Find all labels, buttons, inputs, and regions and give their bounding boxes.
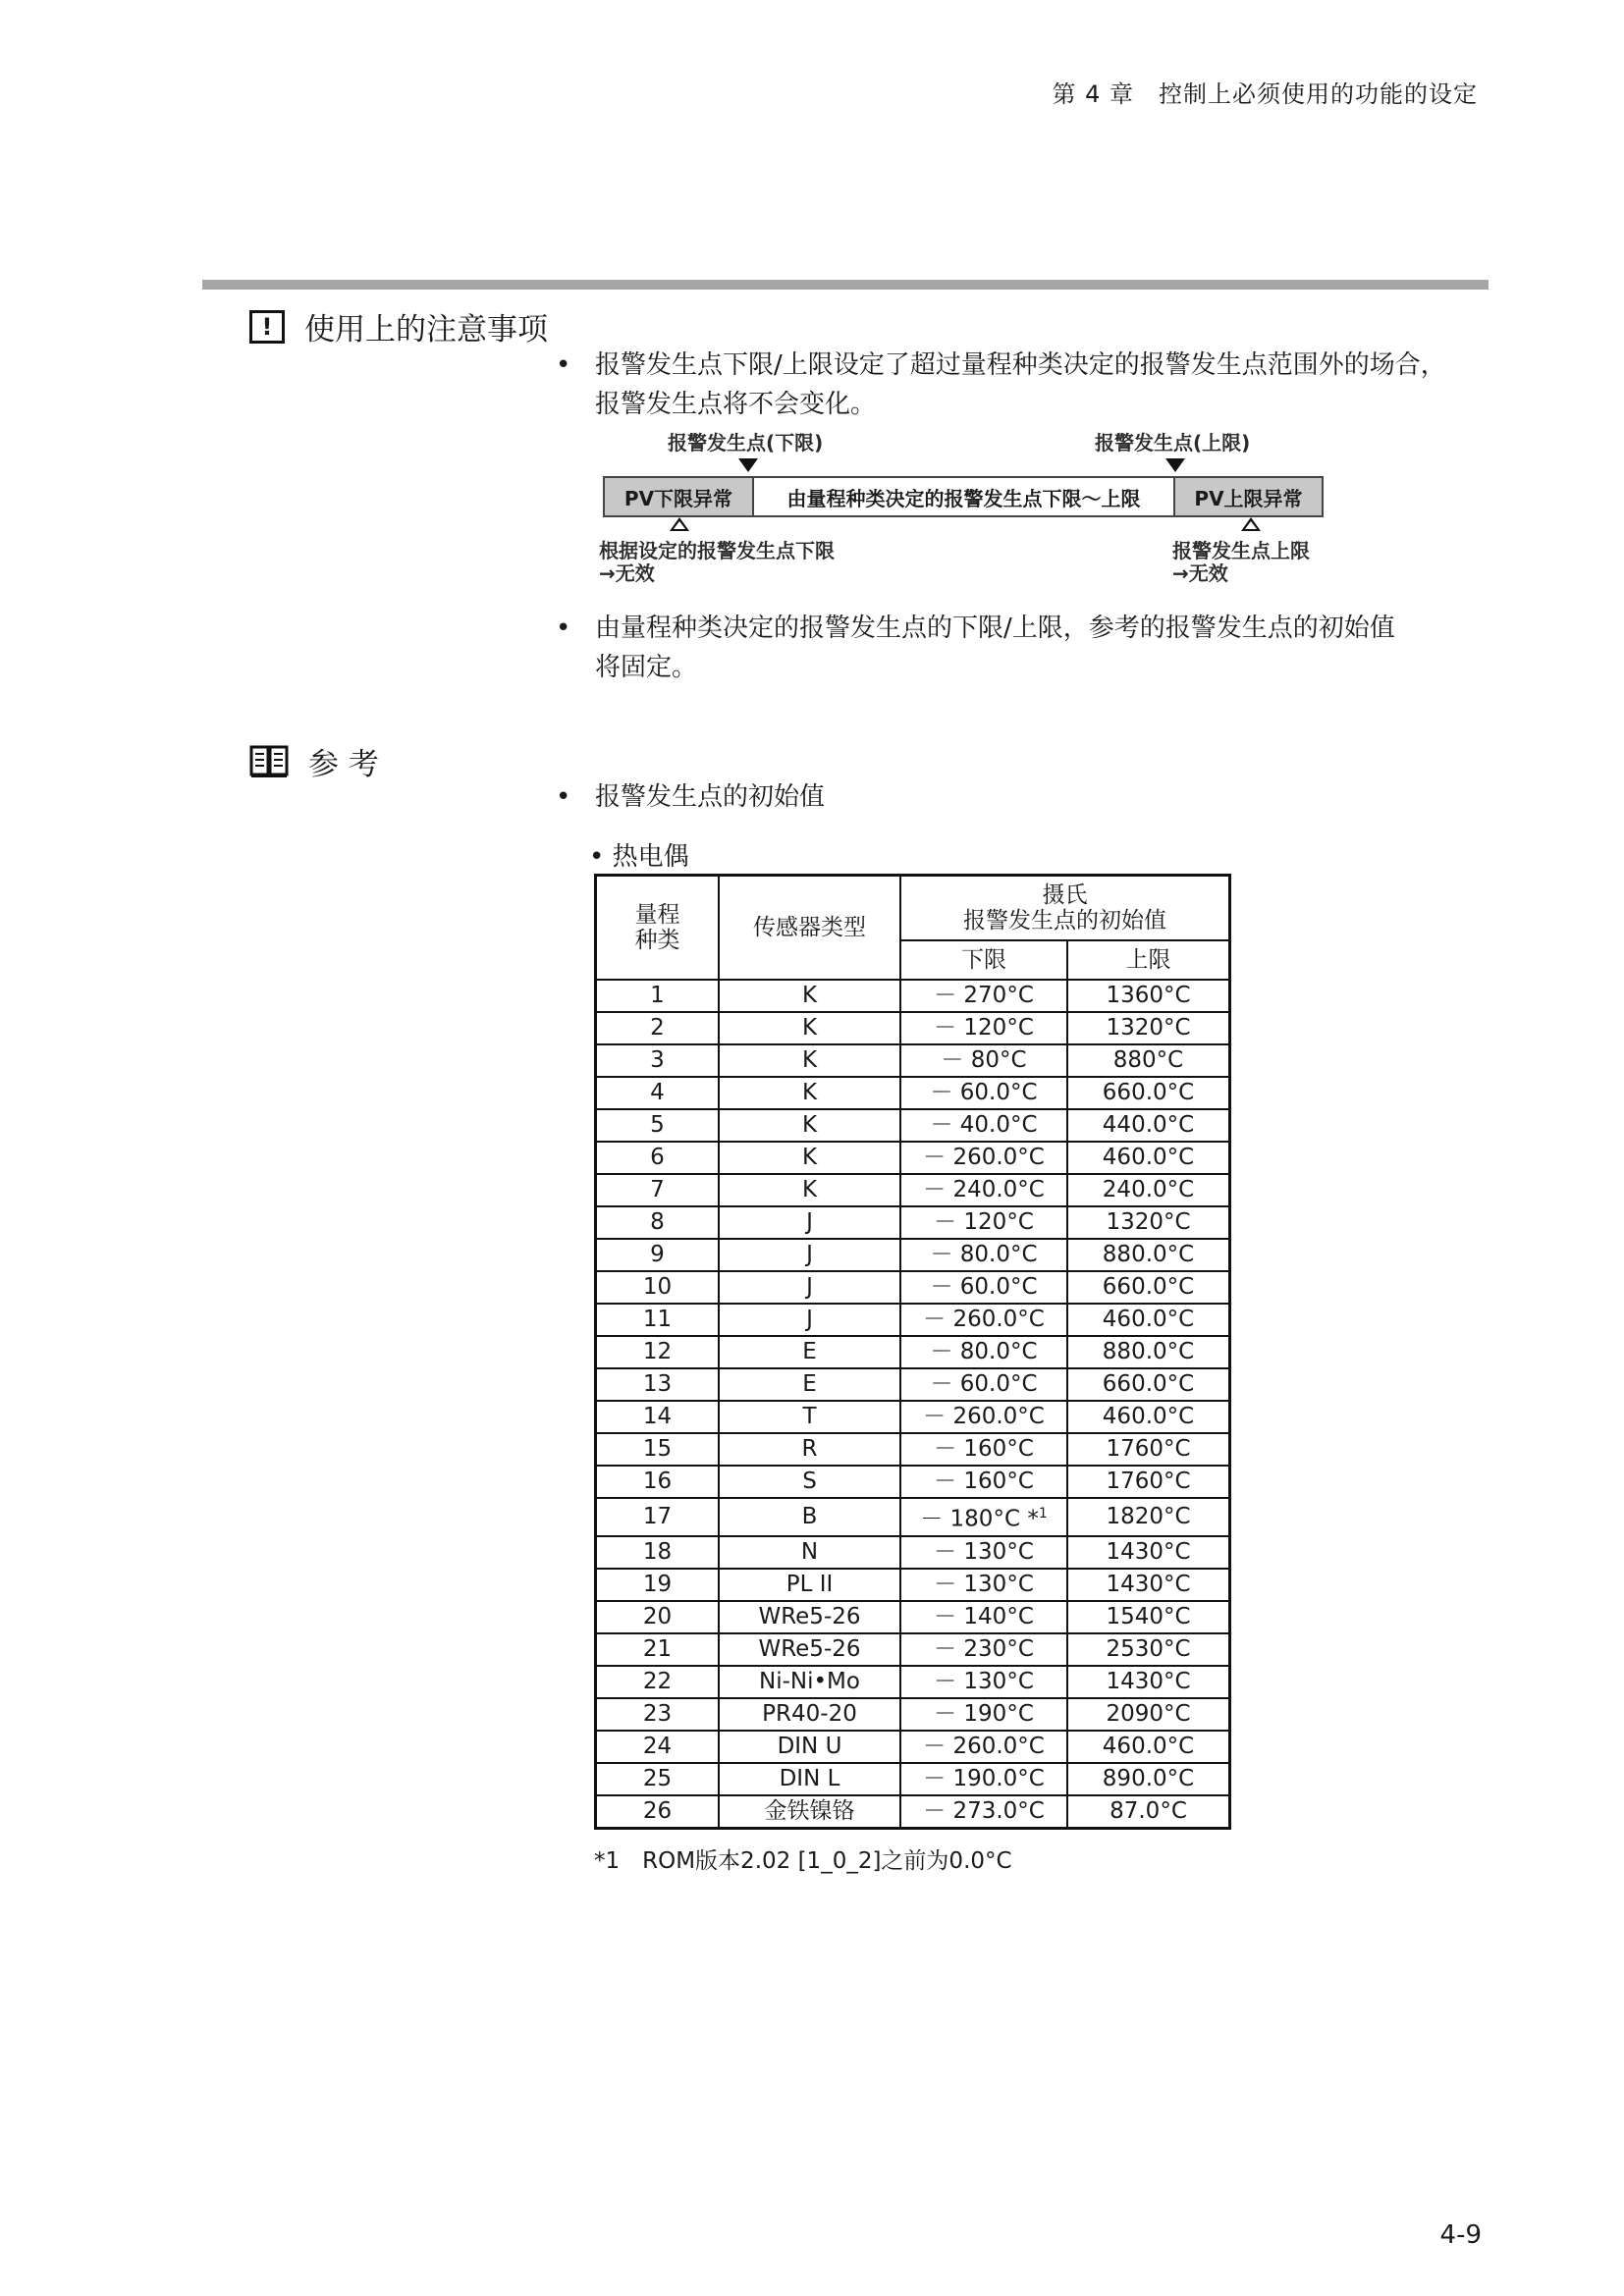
table-row [596, 1731, 1230, 1763]
cell-range-no: 9 [596, 1239, 720, 1271]
table-row [596, 1795, 1230, 1829]
cell-sensor: K [719, 1174, 900, 1206]
table-row [596, 1698, 1230, 1731]
table-row [596, 1763, 1230, 1795]
table-body [596, 980, 1230, 1828]
table-row [596, 1601, 1230, 1633]
caution-icon: ! [249, 310, 285, 344]
cell-range-no: 4 [596, 1077, 720, 1109]
cell-high: 660.0°C [1067, 1271, 1230, 1304]
thermocouple-label: • 热电偶 [589, 842, 689, 872]
book-icon [249, 744, 289, 779]
high-alarm-marker-icon [1165, 458, 1185, 472]
cell-low: － 240.0°C [900, 1174, 1067, 1206]
cell-high: 460.0°C [1067, 1304, 1230, 1336]
col-low: 下限 [900, 940, 1067, 980]
cell-range-no: 25 [596, 1763, 720, 1795]
caution-title: 使用上的注意事项 [304, 312, 548, 347]
reference-bullet [556, 777, 1489, 817]
cell-high: 240.0°C [1067, 1174, 1230, 1206]
cell-range-no: 15 [596, 1433, 720, 1466]
cell-low: － 80.0°C [900, 1239, 1067, 1271]
table-row [596, 1012, 1230, 1044]
cell-low: － 260.0°C [900, 1401, 1067, 1433]
bullet-dot: • [556, 782, 571, 812]
table-row [596, 1077, 1230, 1109]
caution-bullet-2 [556, 609, 1489, 687]
cell-sensor: R [719, 1433, 900, 1466]
footnote-ref: 1 [1038, 1506, 1048, 1522]
table-row [596, 1206, 1230, 1239]
col-sensor: 传感器类型 [719, 876, 900, 981]
low-alarm-label: 报警发生点(下限) [668, 431, 824, 454]
table-row [596, 1304, 1230, 1336]
section-divider [202, 280, 1489, 290]
cell-high: 1360°C [1067, 980, 1230, 1012]
table-row [596, 1536, 1230, 1569]
cell-range-no: 3 [596, 1044, 720, 1077]
cell-sensor: DIN L [719, 1763, 900, 1795]
table-row [596, 1666, 1230, 1698]
cell-range-no: 22 [596, 1666, 720, 1698]
table-row [596, 1466, 1230, 1498]
cell-range-no: 19 [596, 1569, 720, 1601]
cell-high: 87.0°C [1067, 1795, 1230, 1829]
cell-range-no: 2 [596, 1012, 720, 1044]
cell-range-no: 21 [596, 1633, 720, 1666]
cell-high: 2090°C [1067, 1698, 1230, 1731]
cell-range-no: 8 [596, 1206, 720, 1239]
table-row [596, 1271, 1230, 1304]
table-row [596, 1044, 1230, 1077]
table-row [596, 1498, 1230, 1536]
cell-low: － 130°C [900, 1666, 1067, 1698]
cell-low: － 80°C [900, 1044, 1067, 1077]
table-row [596, 1569, 1230, 1601]
cell-high: 1320°C [1067, 1012, 1230, 1044]
reference-bullet-text: 报警发生点的初始值 [595, 782, 826, 812]
cell-low: － 160°C [900, 1433, 1067, 1466]
caution-bullet-1-line-2: 报警发生点将不会变化。 [595, 390, 877, 419]
table-row [596, 1368, 1230, 1401]
cell-low: － 120°C [900, 1012, 1067, 1044]
bullet-dot: • [556, 614, 571, 643]
table-row [596, 980, 1230, 1012]
cell-sensor: K [719, 1109, 900, 1142]
cell-high: 1320°C [1067, 1206, 1230, 1239]
table-row [596, 1633, 1230, 1666]
alarm-range-box: 由量程种类决定的报警发生点下限～上限 [752, 476, 1175, 517]
cell-high: 1430°C [1067, 1666, 1230, 1698]
footnote: *1 ROM版本2.02 [1_0_2]之前为0.0°C [594, 1848, 1012, 1874]
cell-range-no: 23 [596, 1698, 720, 1731]
cell-sensor: WRe5-26 [719, 1601, 900, 1633]
cell-sensor: T [719, 1401, 900, 1433]
cell-sensor: PR40-20 [719, 1698, 900, 1731]
cell-low: － 140°C [900, 1601, 1067, 1633]
cell-high: 1540°C [1067, 1601, 1230, 1633]
cell-low: － 60.0°C [900, 1271, 1067, 1304]
cell-range-no: 14 [596, 1401, 720, 1433]
cell-sensor: S [719, 1466, 900, 1498]
cell-low: － 120°C [900, 1206, 1067, 1239]
cell-low: － 270°C [900, 980, 1067, 1012]
cell-sensor: K [719, 980, 900, 1012]
cell-low: － 230°C [900, 1633, 1067, 1666]
cell-range-no: 6 [596, 1142, 720, 1174]
cell-range-no: 10 [596, 1271, 720, 1304]
cell-range-no: 26 [596, 1795, 720, 1829]
col-high: 上限 [1067, 940, 1230, 980]
cell-low: － 260.0°C [900, 1304, 1067, 1336]
cell-range-no: 13 [596, 1368, 720, 1401]
cell-range-no: 5 [596, 1109, 720, 1142]
cell-sensor: K [719, 1012, 900, 1044]
left-note-1: 根据设定的报警发生点下限 [599, 539, 835, 562]
cell-sensor: PL II [719, 1569, 900, 1601]
cell-range-no: 16 [596, 1466, 720, 1498]
cell-range-no: 24 [596, 1731, 720, 1763]
right-note-2: →无效 [1172, 561, 1228, 585]
table-row [596, 1401, 1230, 1433]
high-setting-marker-icon [1241, 517, 1261, 531]
caution-bullet-1 [556, 346, 1489, 424]
left-note-2: →无效 [599, 561, 655, 585]
cell-high: 1760°C [1067, 1466, 1230, 1498]
cell-low: － 60.0°C [900, 1368, 1067, 1401]
low-setting-marker-icon [670, 517, 689, 531]
cell-range-no: 11 [596, 1304, 720, 1336]
cell-low: － 273.0°C [900, 1795, 1067, 1829]
cell-low: － 40.0°C [900, 1109, 1067, 1142]
cell-sensor: J [719, 1239, 900, 1271]
page-number: 4-9 [1439, 2220, 1482, 2250]
cell-sensor: DIN U [719, 1731, 900, 1763]
cell-high: 460.0°C [1067, 1401, 1230, 1433]
cell-range-no: 1 [596, 980, 720, 1012]
thermocouple-table [594, 874, 1231, 1830]
cell-sensor: WRe5-26 [719, 1633, 900, 1666]
cell-low: － 80.0°C [900, 1336, 1067, 1368]
low-alarm-marker-icon [738, 458, 758, 472]
cell-sensor: K [719, 1142, 900, 1174]
cell-sensor: J [719, 1206, 900, 1239]
cell-high: 1820°C [1067, 1498, 1230, 1536]
reference-title: 参 考 [308, 747, 379, 782]
cell-high: 460.0°C [1067, 1731, 1230, 1763]
high-alarm-label: 报警发生点(上限) [1095, 431, 1251, 454]
cell-range-no: 17 [596, 1498, 720, 1536]
right-note-1: 报警发生点上限 [1172, 539, 1310, 562]
reference-heading [249, 739, 379, 783]
cell-high: 460.0°C [1067, 1142, 1230, 1174]
caution-heading [249, 304, 548, 348]
caution-bullet-2-line-2: 将固定。 [595, 653, 698, 682]
cell-sensor: K [719, 1044, 900, 1077]
cell-sensor: J [719, 1304, 900, 1336]
table-row [596, 1433, 1230, 1466]
cell-low: － 130°C [900, 1569, 1067, 1601]
cell-sensor: 金铁镍铬 [719, 1795, 900, 1829]
cell-range-no: 20 [596, 1601, 720, 1633]
cell-sensor: B [719, 1498, 900, 1536]
bullet-dot: • [556, 350, 571, 380]
cell-range-no: 12 [596, 1336, 720, 1368]
cell-range-no: 7 [596, 1174, 720, 1206]
alarm-range-diagram [589, 427, 1335, 584]
cell-high: 1430°C [1067, 1536, 1230, 1569]
cell-low: － 180°C *$^1$ [900, 1498, 1067, 1536]
cell-sensor: E [719, 1368, 900, 1401]
caution-bullet-1-line-1: 报警发生点下限/上限设定了超过量程种类决定的报警发生点范围外的场合， [595, 350, 1446, 380]
chapter-header: 第 4 章 控制上必须使用的功能的设定 [1052, 80, 1478, 108]
cell-sensor: K [719, 1077, 900, 1109]
cell-low: － 60.0°C [900, 1077, 1067, 1109]
cell-high: 890.0°C [1067, 1763, 1230, 1795]
cell-sensor: J [719, 1271, 900, 1304]
cell-sensor: Ni-Ni•Mo [719, 1666, 900, 1698]
table-row [596, 1239, 1230, 1271]
cell-range-no: 18 [596, 1536, 720, 1569]
cell-low: － 160°C [900, 1466, 1067, 1498]
cell-low: － 190°C [900, 1698, 1067, 1731]
col-celsius: 摄氏 报警发生点的初始值 [900, 876, 1230, 941]
cell-high: 880.0°C [1067, 1336, 1230, 1368]
table-row [596, 1174, 1230, 1206]
cell-high: 1430°C [1067, 1569, 1230, 1601]
cell-high: 660.0°C [1067, 1368, 1230, 1401]
cell-low: － 130°C [900, 1536, 1067, 1569]
table-row [596, 1336, 1230, 1368]
caution-bullet-2-line-1: 由量程种类决定的报警发生点的下限/上限，参考的报警发生点的初始值 [595, 614, 1395, 643]
col-range: 量程 种类 [596, 876, 720, 981]
cell-sensor: E [719, 1336, 900, 1368]
cell-low: － 260.0°C [900, 1731, 1067, 1763]
cell-sensor: N [719, 1536, 900, 1569]
cell-low: － 260.0°C [900, 1142, 1067, 1174]
table-row [596, 1142, 1230, 1174]
cell-high: 880°C [1067, 1044, 1230, 1077]
cell-low: － 190.0°C [900, 1763, 1067, 1795]
cell-high: 440.0°C [1067, 1109, 1230, 1142]
cell-high: 880.0°C [1067, 1239, 1230, 1271]
cell-high: 660.0°C [1067, 1077, 1230, 1109]
pv-high-error-box: PV上限异常 [1173, 476, 1324, 517]
table-row [596, 1109, 1230, 1142]
cell-high: 1760°C [1067, 1433, 1230, 1466]
pv-low-error-box: PV下限异常 [603, 476, 754, 517]
cell-high: 2530°C [1067, 1633, 1230, 1666]
